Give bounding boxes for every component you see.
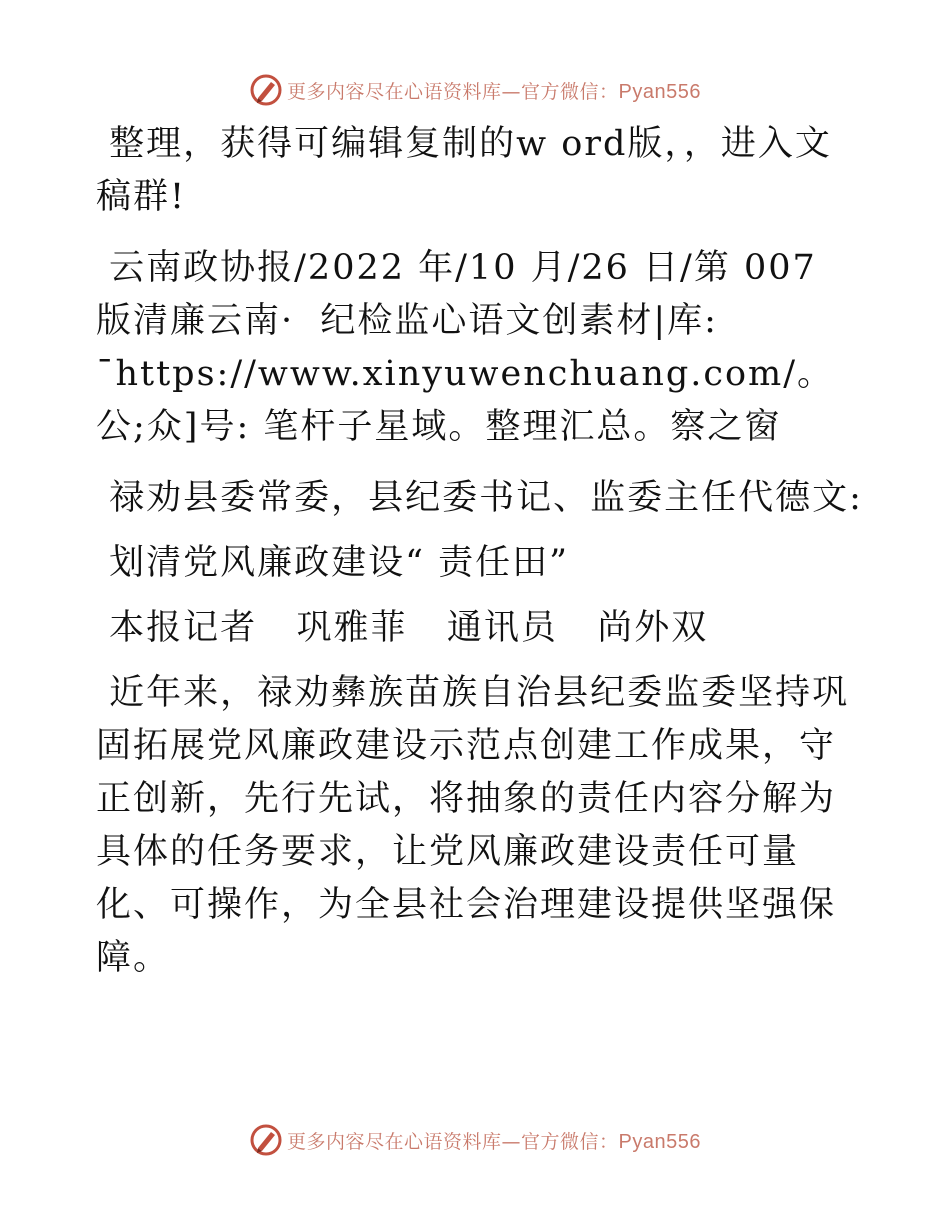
footer-watermark <box>0 1118 950 1162</box>
intro-paragraph: 整理，获得可编辑复制的w ord版，，进入文稿群! <box>96 124 832 217</box>
watermark-text: 更多内容尽在心语资料库—官方微信：Pyan556 <box>287 1130 701 1153</box>
headline: 划清党风廉政建设“ 责任田” <box>96 543 570 583</box>
source-paragraph: 云南政协报/2022 年/10 月/26 日/第 007 版清廉云南· 纪检监心语文创素材|库: ¯https://www.xinyuwenchuang.com/。公;众]号: 笔杆子星域。整理汇总。察之窗 <box>96 248 835 447</box>
header-watermark <box>0 68 950 112</box>
pen-logo-icon <box>249 73 283 107</box>
pen-logo-icon <box>249 1123 283 1157</box>
watermark-text: 更多内容尽在心语资料库—官方微信：Pyan556 <box>287 80 701 103</box>
document-body <box>96 118 866 1003</box>
watermark-handle: Pyan556 <box>618 80 701 103</box>
subject-title: 禄劝县委常委，县纪委书记、监委主任代德文: <box>96 478 863 518</box>
byline: 本报记者 巩雅菲 通讯员 尚外双 <box>96 608 709 648</box>
watermark-handle: Pyan556 <box>618 1130 701 1153</box>
body-paragraph: 近年来，禄劝彝族苗族自治县纪委监委坚持巩固拓展党风廉政建设示范点创建工作成果，守正创新，先行先试，将抽象的责任内容分解为具体的任务要求，让党风廉政建设责任可量化、可操作，为全县社会治理建设提供坚强保障。 <box>96 673 850 978</box>
